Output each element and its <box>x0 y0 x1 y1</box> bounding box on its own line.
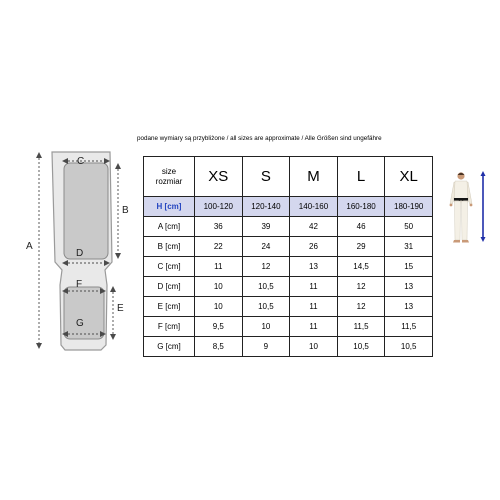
table-cell: 13 <box>385 297 433 317</box>
table-cell: 140-160 <box>290 197 338 217</box>
label-d: D <box>76 248 84 259</box>
table-cell: 13 <box>385 277 433 297</box>
table-cell: 12 <box>337 277 385 297</box>
table-cell: 8,5 <box>195 337 243 357</box>
header-size-m: M <box>290 157 338 197</box>
table-cell: 39 <box>242 217 290 237</box>
table-cell: 15 <box>385 257 433 277</box>
table-cell: 13 <box>290 257 338 277</box>
header-size-label <box>144 157 195 197</box>
table-cell: 11,5 <box>385 317 433 337</box>
table-cell: 42 <box>290 217 338 237</box>
table-cell: 120-140 <box>242 197 290 217</box>
table-cell: 12 <box>242 257 290 277</box>
table-row-c <box>144 257 433 277</box>
table-cell: 160-180 <box>337 197 385 217</box>
row-label: C [cm] <box>144 257 195 277</box>
table-header-row <box>144 157 433 197</box>
row-label: H [cm] <box>144 197 195 217</box>
label-e: E <box>117 303 124 314</box>
header-size-label-en: size <box>161 167 177 177</box>
header-size-label-pl: rozmiar <box>155 176 183 186</box>
row-label: E [cm] <box>144 297 195 317</box>
table-cell: 31 <box>385 237 433 257</box>
table-cell: 11 <box>290 317 338 337</box>
table-cell: 10,5 <box>337 337 385 357</box>
table-cell: 36 <box>195 217 243 237</box>
shin-guard-drawing <box>0 0 145 500</box>
shin-guard-diagram <box>0 0 145 500</box>
label-g: G <box>76 318 84 329</box>
table-row-h <box>144 197 433 217</box>
row-label: G [cm] <box>144 337 195 357</box>
table-row-a <box>144 217 433 237</box>
table-cell: 180-190 <box>385 197 433 217</box>
label-a: A <box>26 241 33 252</box>
table-cell: 12 <box>337 297 385 317</box>
table-cell: 26 <box>290 237 338 257</box>
header-size-xl: XL <box>385 157 433 197</box>
label-c: C <box>77 156 85 167</box>
table-cell: 29 <box>337 237 385 257</box>
table-row-b <box>144 237 433 257</box>
table-cell: 11 <box>290 297 338 317</box>
size-table <box>143 156 433 357</box>
table-cell: 9 <box>242 337 290 357</box>
table-row-d <box>144 277 433 297</box>
table-cell: 10,5 <box>242 297 290 317</box>
table-row-f <box>144 317 433 337</box>
table-cell: 11,5 <box>337 317 385 337</box>
label-f: F <box>76 279 83 290</box>
table-cell: 50 <box>385 217 433 237</box>
table-cell: 10 <box>290 337 338 357</box>
header-size-l: L <box>337 157 385 197</box>
header-size-xs: XS <box>195 157 243 197</box>
row-label: D [cm] <box>144 277 195 297</box>
approximate-sizes-note: podane wymiary są przybliżone / all sizes are approximate / Alle Größen sind ungefähre <box>137 135 382 142</box>
label-b: B <box>122 205 129 216</box>
table-cell: 10 <box>195 277 243 297</box>
table-cell: 10 <box>195 297 243 317</box>
table-cell: 11 <box>290 277 338 297</box>
table-cell: 10 <box>242 317 290 337</box>
table-cell: 14,5 <box>337 257 385 277</box>
table-cell: 9,5 <box>195 317 243 337</box>
karateka-illustration <box>444 170 489 245</box>
row-label: A [cm] <box>144 217 195 237</box>
karateka-figure-icon <box>444 170 489 245</box>
table-cell: 100-120 <box>195 197 243 217</box>
table-cell: 22 <box>195 237 243 257</box>
table-cell: 10,5 <box>385 337 433 357</box>
table-cell: 11 <box>195 257 243 277</box>
table-row-e <box>144 297 433 317</box>
table-cell: 46 <box>337 217 385 237</box>
row-label: B [cm] <box>144 237 195 257</box>
header-size-s: S <box>242 157 290 197</box>
table-row-g <box>144 337 433 357</box>
table-cell: 24 <box>242 237 290 257</box>
row-label: F [cm] <box>144 317 195 337</box>
table-cell: 10,5 <box>242 277 290 297</box>
